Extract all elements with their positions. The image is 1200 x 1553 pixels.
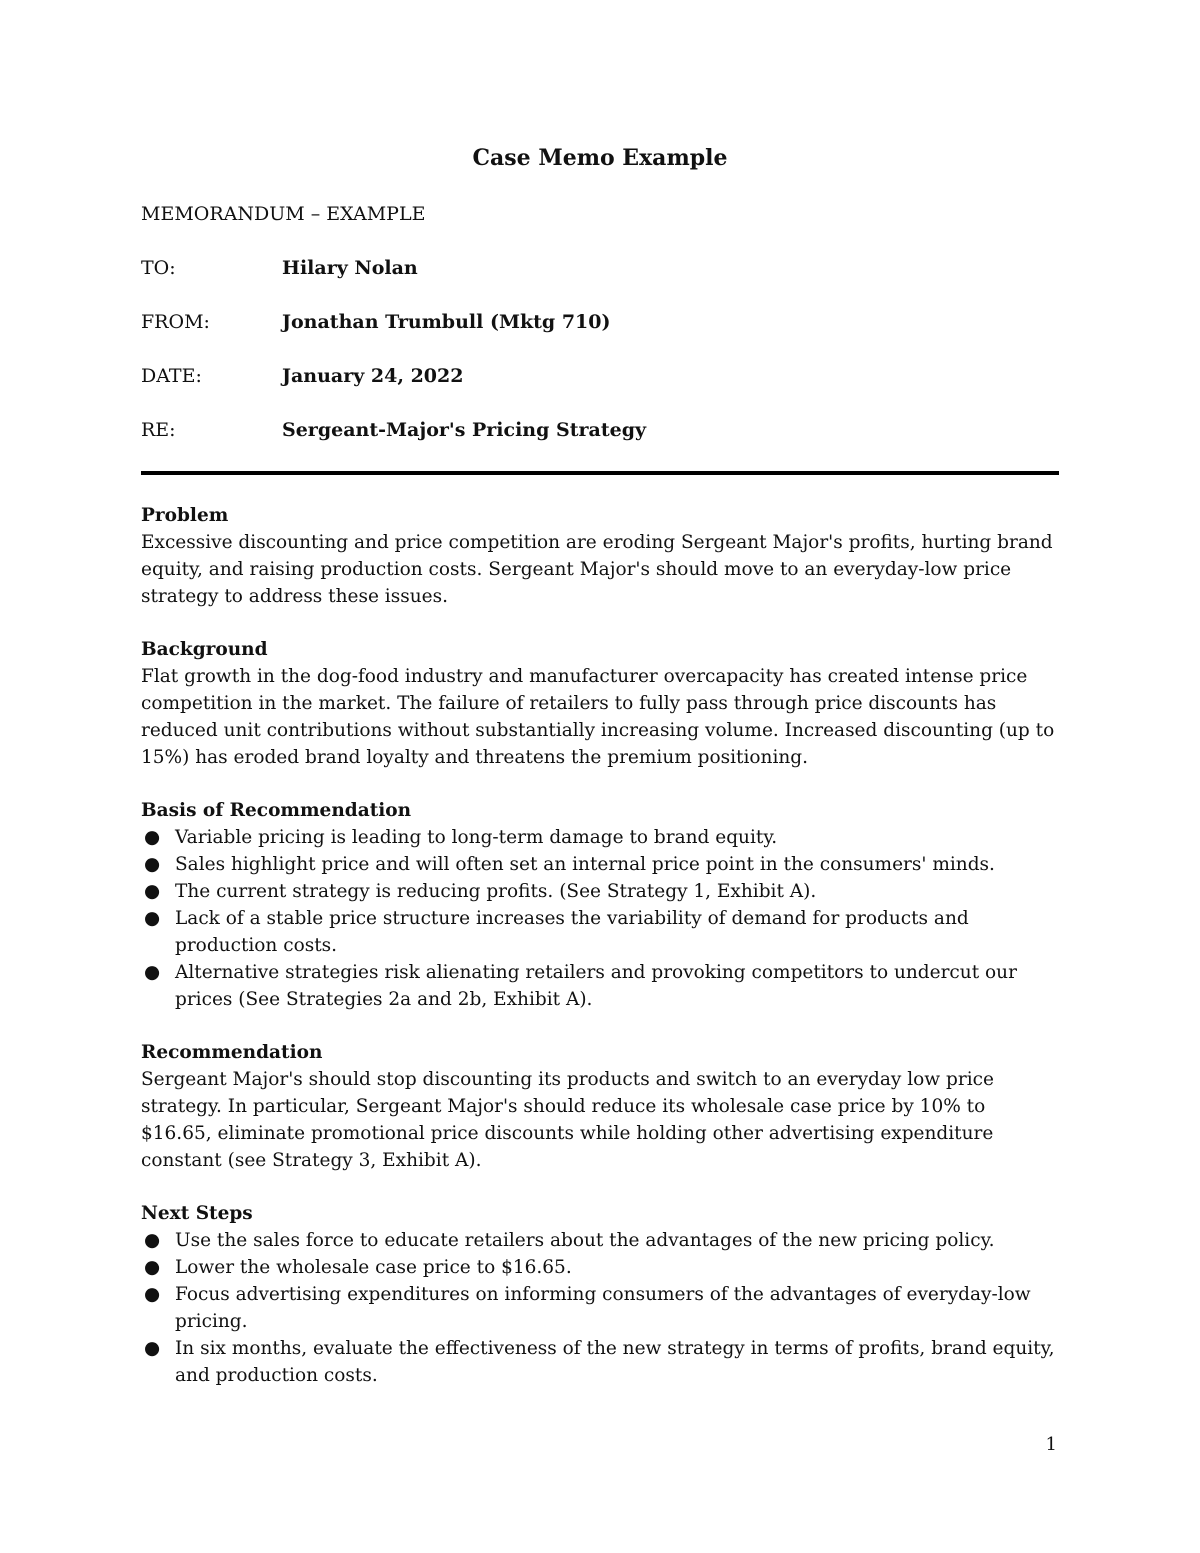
list-item-text: Sales highlight price and will often set an internal price point in the consumers' minds. [175,854,995,875]
date-label: DATE: [141,365,202,387]
list-item-text: In six months, evaluate the effectiveness of the new strategy in terms of profits, brand equity, and production costs. [175,1338,1055,1386]
bullet-icon: ● [144,827,161,848]
bullet-icon: ● [144,1284,161,1305]
list-item-text: Focus advertising expenditures on informing consumers of the advantages of everyday-low pricing. [175,1284,1031,1332]
re-value: Sergeant-Major's Pricing Strategy [282,419,647,441]
background-section [141,636,1059,771]
header-to-row [141,254,1061,284]
header-divider [141,471,1059,475]
basis-list [141,824,1059,1013]
list-item [141,905,1059,959]
to-value: Hilary Nolan [282,257,418,279]
bullet-icon: ● [144,881,161,902]
list-item [141,959,1059,1013]
list-item-text: Variable pricing is leading to long-term damage to brand equity. [175,827,778,848]
memo-body [141,502,1059,1415]
basis-section [141,797,1059,1013]
recommendation-text: Sergeant Major's should stop discounting its products and switch to an everyday low price strategy. In particular, Sergeant Major's should reduce its wholesale case price by 10% to $16.65, eliminate promotional price discounts while holding other advertising expenditure constant (see Strategy 3, Exhibit A). [141,1069,994,1171]
list-item-text: Lack of a stable price structure increases the variability of demand for products and production costs. [175,908,969,956]
list-item [141,1227,1059,1254]
list-item-text: Lower the wholesale case price to $16.65. [175,1257,572,1278]
background-heading: Background [141,639,268,660]
problem-heading: Problem [141,505,229,526]
list-item [141,1254,1059,1281]
to-label: TO: [141,257,176,279]
date-value: January 24, 2022 [282,365,464,387]
next-steps-heading: Next Steps [141,1203,253,1224]
list-item [141,878,1059,905]
recommendation-section [141,1039,1059,1174]
problem-section [141,502,1059,610]
list-item-text: The current strategy is reducing profits. (See Strategy 1, Exhibit A). [175,881,817,902]
bullet-icon: ● [144,1257,161,1278]
page-number: 1 [1045,1434,1057,1455]
next-steps-list [141,1227,1059,1389]
header-re-row [141,416,1061,446]
problem-text: Excessive discounting and price competition are eroding Sergeant Major's profits, hurting brand equity, and raising production costs. Sergeant Major's should move to an everyday-low price strategy to address these issues. [141,532,1053,607]
bullet-icon: ● [144,1338,161,1359]
basis-heading: Basis of Recommendation [141,800,412,821]
list-item [141,824,1059,851]
from-label: FROM: [141,311,210,333]
bullet-icon: ● [144,1230,161,1251]
list-item [141,851,1059,878]
bullet-icon: ● [144,962,161,983]
list-item-text: Use the sales force to educate retailers about the advantages of the new pricing policy. [175,1230,995,1251]
background-text: Flat growth in the dog-food industry and manufacturer overcapacity has created intense price competition in the market. The failure of retailers to fully pass through price discounts has reduced unit contributions without substantially increasing volume. Increased discounting (up to 15%) has eroded brand loyalty and threatens the premium positioning. [141,666,1055,768]
memo-label: MEMORANDUM – EXAMPLE [141,203,426,225]
re-label: RE: [141,419,176,441]
header-from-row [141,308,1061,338]
next-steps-section [141,1200,1059,1389]
bullet-icon: ● [144,854,161,875]
list-item [141,1281,1059,1335]
document-title: Case Memo Example [472,145,728,171]
bullet-icon: ● [144,908,161,929]
list-item-text: Alternative strategies risk alienating retailers and provoking competitors to undercut our prices (See Strategies 2a and 2b, Exhibit A). [175,962,1017,1010]
list-item [141,1335,1059,1389]
recommendation-heading: Recommendation [141,1042,323,1063]
header-date-row [141,362,1061,392]
from-value: Jonathan Trumbull (Mktg 710) [282,311,611,333]
